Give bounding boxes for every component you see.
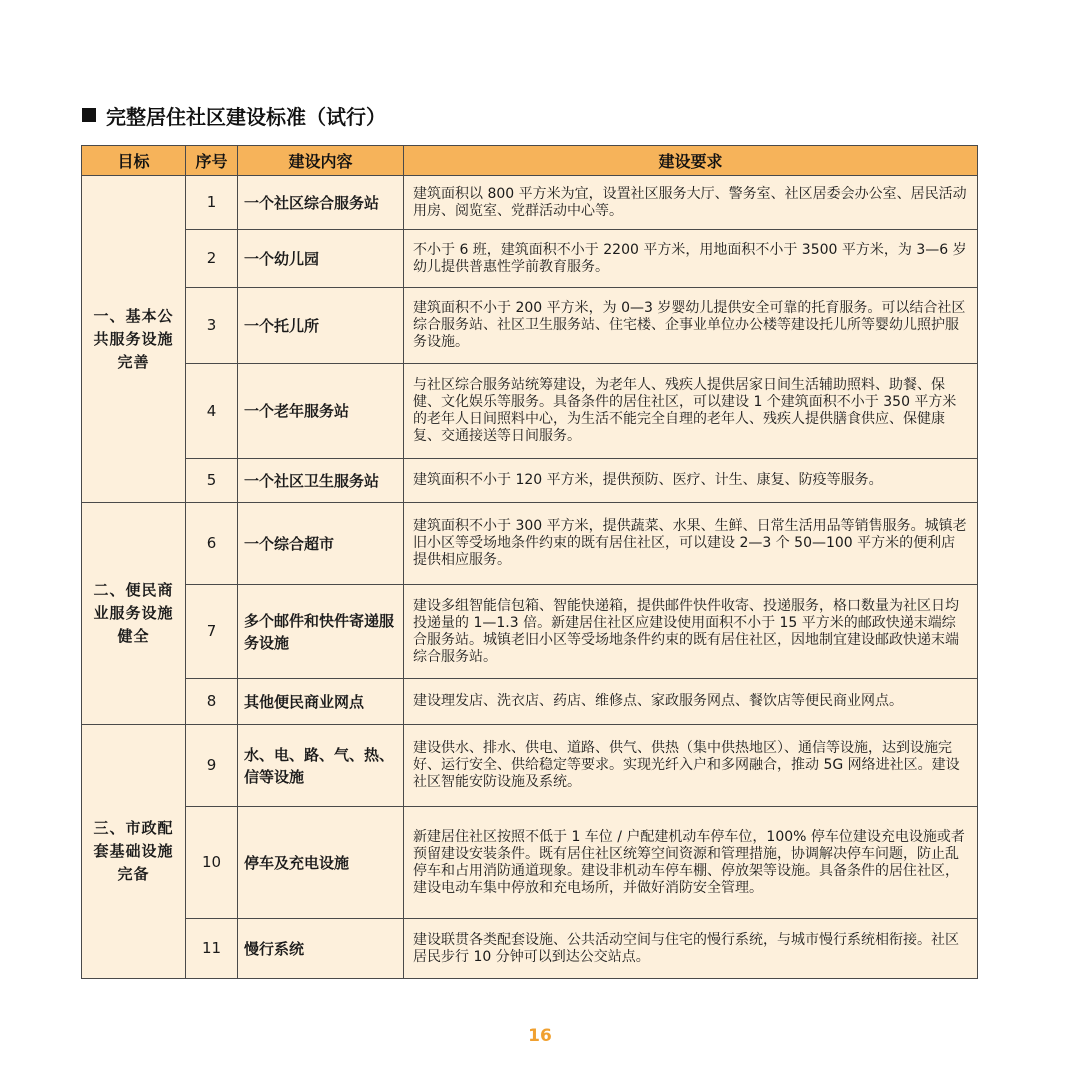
requirement-cell: 建设联贯各类配套设施、公共活动空间与住宅的慢行系统，与城市慢行系统相衔接。社区居民步行 10 分钟可以到达公交站点。 <box>404 919 978 979</box>
header-seq: 序号 <box>186 146 238 176</box>
requirement-cell: 建筑面积以 800 平方米为宜，设置社区服务大厅、警务室、社区居委会办公室、居民活动用房、阅览室、党群活动中心等。 <box>404 176 978 230</box>
goal-cell: 二、便民商业服务设施健全 <box>82 503 186 725</box>
content-cell: 水、电、路、气、热、信等设施 <box>238 725 404 807</box>
table-row <box>82 919 978 979</box>
requirement-cell: 新建居住社区按照不低于 1 车位 / 户配建机动车停车位，100% 停车位建设充电设施或者预留建设安装条件。既有居住社区统筹空间资源和管理措施，协调解决停车问题，防止乱停车和占用消防通道现象。建设非机动车停车棚、停放架等设施。具备条件的居住社区，建设电动车集中停放和充电场所，并做好消防安全管理。 <box>404 807 978 919</box>
page-title <box>82 100 386 130</box>
requirement-cell: 建设供水、排水、供电、道路、供气、供热（集中供热地区）、通信等设施，达到设施完好、运行安全、供给稳定等要求。实现光纤入户和多网融合，推动 5G 网络进社区。建设社区智能安防设施及系统。 <box>404 725 978 807</box>
seq-cell: 8 <box>186 679 238 725</box>
seq-cell: 11 <box>186 919 238 979</box>
table-header-row <box>82 146 978 176</box>
table-row <box>82 176 978 230</box>
page-number: 16 <box>528 1026 552 1046</box>
seq-cell: 10 <box>186 807 238 919</box>
content-cell: 一个综合超市 <box>238 503 404 585</box>
requirement-cell: 建设多组智能信包箱、智能快递箱，提供邮件快件收寄、投递服务，格口数量为社区日均投递量的 1—1.3 倍。新建居住社区应建设使用面积不小于 15 平方米的邮政快递末端综合服务站。城镇老旧小区等受场地条件约束的既有居住社区，因地制宜建设邮政快递末端综合服务站。 <box>404 585 978 679</box>
content-cell: 停车及充电设施 <box>238 807 404 919</box>
table-row <box>82 503 978 585</box>
seq-cell: 7 <box>186 585 238 679</box>
content-cell: 一个老年服务站 <box>238 364 404 459</box>
seq-cell: 3 <box>186 288 238 364</box>
content-cell: 多个邮件和快件寄递服务设施 <box>238 585 404 679</box>
content-cell: 慢行系统 <box>238 919 404 979</box>
requirement-cell: 建筑面积不小于 120 平方米，提供预防、医疗、计生、康复、防疫等服务。 <box>404 459 978 503</box>
seq-cell: 2 <box>186 230 238 288</box>
table-row <box>82 585 978 679</box>
goal-cell: 一、基本公共服务设施完善 <box>82 176 186 503</box>
requirement-cell: 建筑面积不小于 300 平方米，提供蔬菜、水果、生鲜、日常生活用品等销售服务。城镇老旧小区等受场地条件约束的既有居住社区，可以建设 2—3 个 50—100 平方米的便利店提供相应服务。 <box>404 503 978 585</box>
table-row <box>82 459 978 503</box>
seq-cell: 4 <box>186 364 238 459</box>
standards-table <box>81 145 978 979</box>
content-cell: 一个托儿所 <box>238 288 404 364</box>
page-title-text: 完整居住社区建设标准（试行） <box>106 104 386 129</box>
goal-cell: 三、市政配套基础设施完备 <box>82 725 186 979</box>
seq-cell: 1 <box>186 176 238 230</box>
header-content: 建设内容 <box>238 146 404 176</box>
table-row <box>82 364 978 459</box>
header-requirement: 建设要求 <box>404 146 978 176</box>
content-cell: 一个幼儿园 <box>238 230 404 288</box>
square-bullet-icon <box>82 108 96 122</box>
table-row <box>82 230 978 288</box>
table-row <box>82 725 978 807</box>
seq-cell: 6 <box>186 503 238 585</box>
seq-cell: 9 <box>186 725 238 807</box>
table-row <box>82 288 978 364</box>
content-cell: 一个社区卫生服务站 <box>238 459 404 503</box>
header-goal: 目标 <box>82 146 186 176</box>
seq-cell: 5 <box>186 459 238 503</box>
requirement-cell: 建设理发店、洗衣店、药店、维修点、家政服务网点、餐饮店等便民商业网点。 <box>404 679 978 725</box>
content-cell: 其他便民商业网点 <box>238 679 404 725</box>
requirement-cell: 与社区综合服务站统筹建设，为老年人、残疾人提供居家日间生活辅助照料、助餐、保健、文化娱乐等服务。具备条件的居住社区，可以建设 1 个建筑面积不小于 350 平方米的老年人日间照料中心，为生活不能完全自理的老年人、残疾人提供膳食供应、保健康复、交通接送等日间服务。 <box>404 364 978 459</box>
table-row <box>82 807 978 919</box>
requirement-cell: 建筑面积不小于 200 平方米，为 0—3 岁婴幼儿提供安全可靠的托育服务。可以结合社区综合服务站、社区卫生服务站、住宅楼、企事业单位办公楼等建设托儿所等婴幼儿照护服务设施。 <box>404 288 978 364</box>
table-row <box>82 679 978 725</box>
content-cell: 一个社区综合服务站 <box>238 176 404 230</box>
requirement-cell: 不小于 6 班，建筑面积不小于 2200 平方米，用地面积不小于 3500 平方米，为 3—6 岁幼儿提供普惠性学前教育服务。 <box>404 230 978 288</box>
